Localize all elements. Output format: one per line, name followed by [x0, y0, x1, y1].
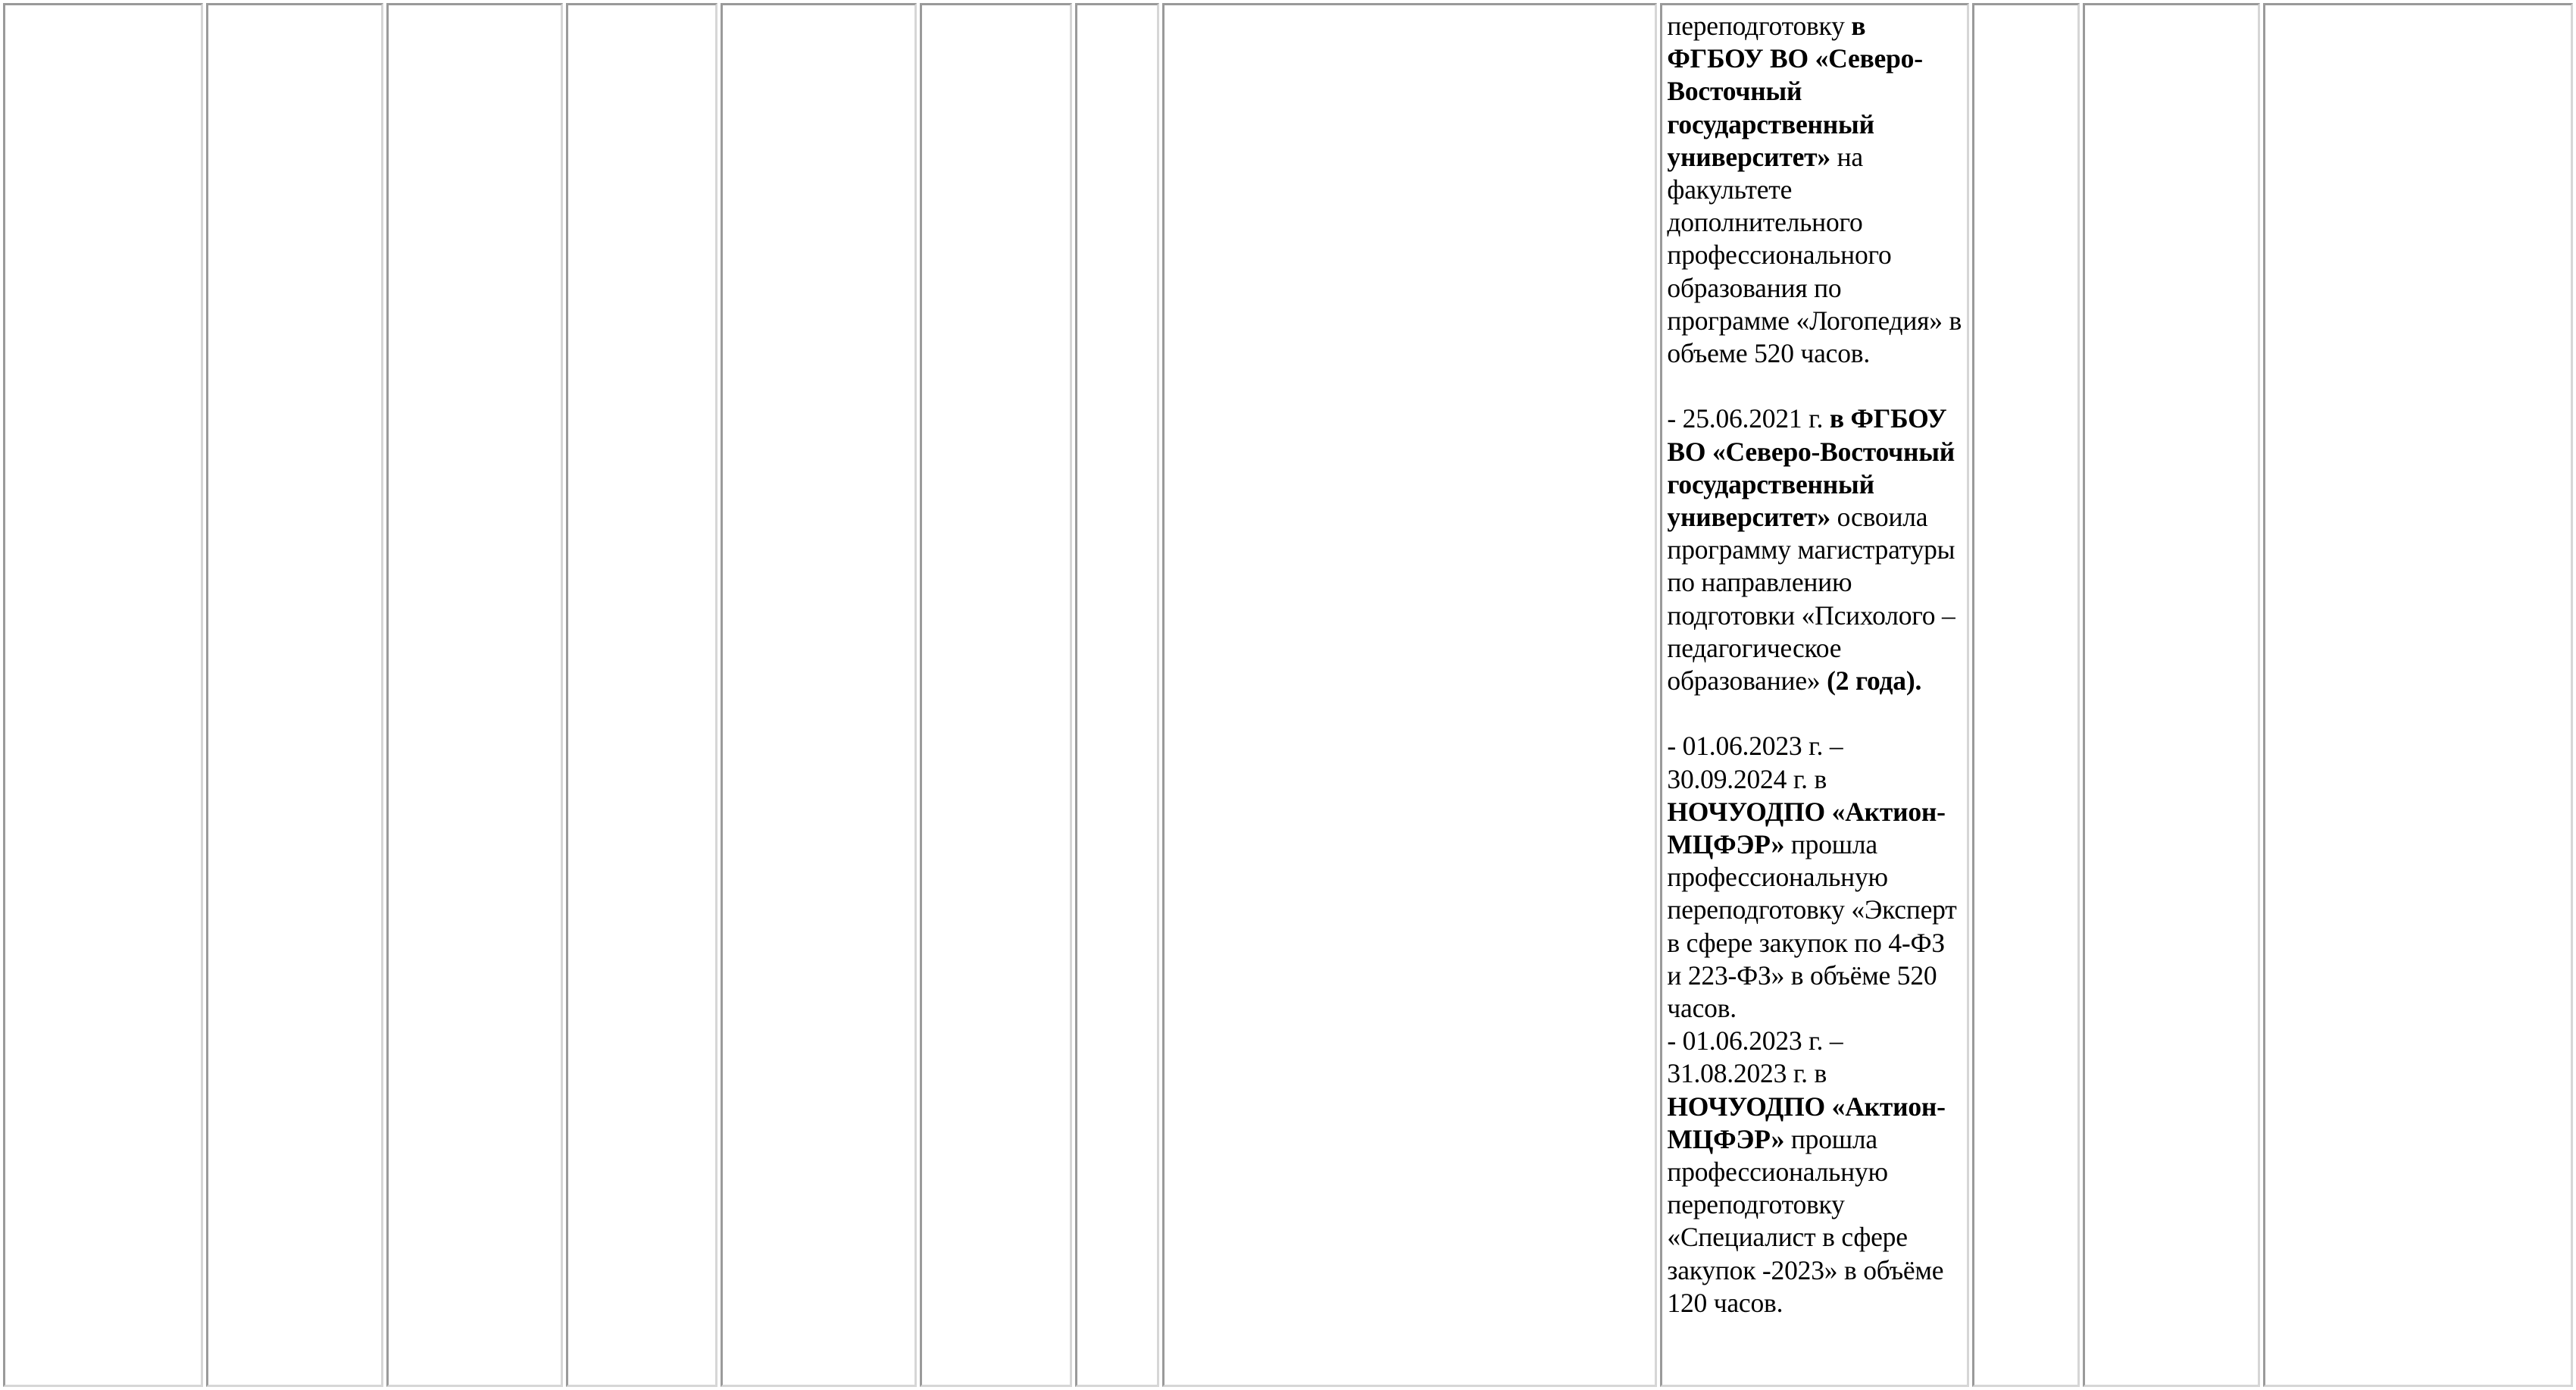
text-run: освоила программу магистратуры по направлению подготовки «Психолого – педагогическое образование» — [1667, 502, 1955, 697]
paragraph-gap — [1667, 697, 1962, 730]
text-run: - 25.06.2021 г. — [1667, 403, 1830, 434]
paragraph-gap — [1667, 370, 1962, 402]
paragraph-expert-procurement — [1667, 730, 1962, 1025]
table-cell-8 — [1162, 3, 1658, 1387]
table-cell-7 — [1075, 3, 1159, 1387]
bold-run: НОЧУОДПО «Актион-МЦФЭР» — [1667, 796, 1946, 860]
table-cell-5 — [721, 3, 917, 1387]
table-cell-4 — [566, 3, 717, 1387]
table-row — [3, 3, 2573, 1387]
text-run: - 01.06.2023 г. – 31.08.2023 г. в — [1667, 1025, 1843, 1089]
paragraph-magistracy — [1667, 402, 1962, 697]
bold-run: в ФГБОУ ВО «Северо-Восточный государственный университет» — [1667, 11, 1923, 172]
text-run: на факультете дополнительного профессионального образования по программе «Логопедия» в объеме 520 часов. — [1667, 141, 1962, 369]
text-run: - 01.06.2023 г. – 30.09.2024 г. в — [1667, 731, 1843, 794]
table-cell-10 — [1972, 3, 2080, 1387]
text-run: прошла профессиональную переподготовку «Эксперт в сфере закупок по 4-ФЗ и 223-ФЗ» в объёме 520 часов. — [1667, 829, 1957, 1024]
text-run: переподготовку — [1667, 11, 1852, 41]
bold-run: (2 года). — [1827, 665, 1922, 697]
table-cell-2 — [206, 3, 383, 1387]
table-cell-11 — [2083, 3, 2260, 1387]
paragraph-specialist-procurement — [1667, 1025, 1962, 1320]
bold-run: НОЧУОДПО «Актион-МЦФЭР» — [1667, 1091, 1946, 1154]
table-cell-6 — [920, 3, 1072, 1387]
education-text — [1667, 10, 1962, 1320]
bold-run: в ФГБОУ ВО «Северо-Восточный государственный университет» — [1667, 403, 1955, 533]
table-cell-12 — [2263, 3, 2573, 1387]
table-cell-1 — [3, 3, 203, 1387]
paragraph-logopedia — [1667, 10, 1962, 370]
table-cell-3 — [386, 3, 564, 1387]
text-run: прошла профессиональную переподготовку «Специалист в сфере закупок -2023» в объёме 120 часов. — [1667, 1123, 1944, 1318]
table-cell-education — [1660, 3, 1969, 1387]
